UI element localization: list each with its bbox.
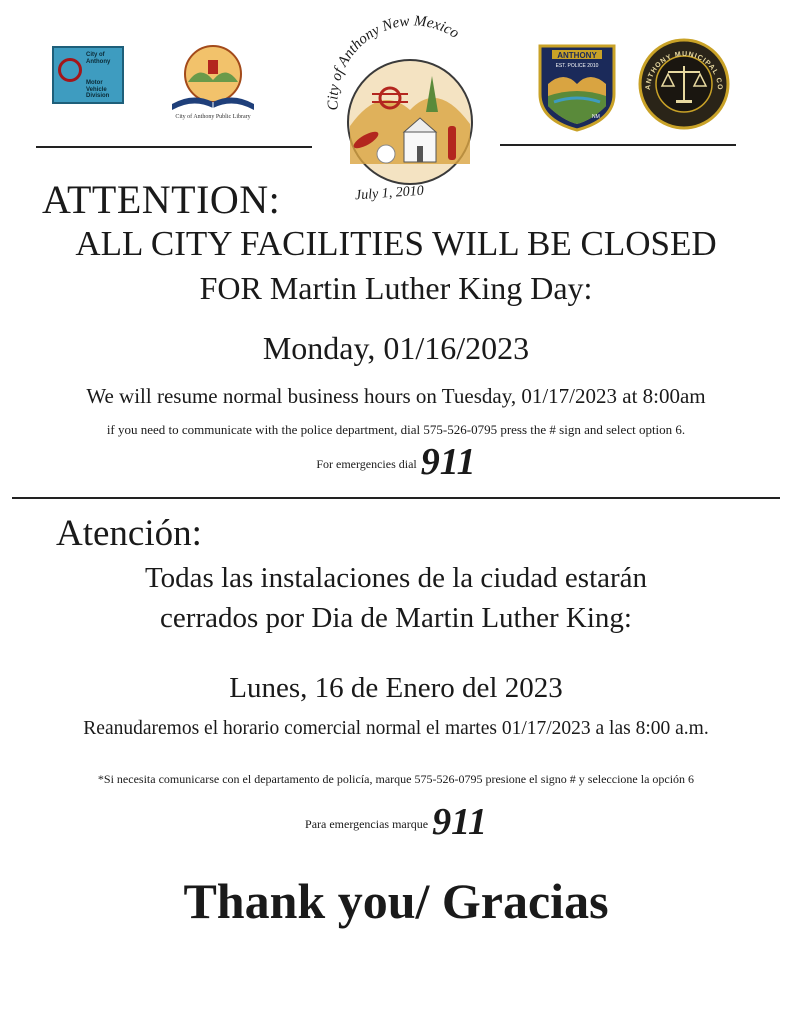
closed-date: Monday, 01/16/2023 xyxy=(262,330,530,366)
closed-announcement-line2: FOR Martin Luther King Day: xyxy=(199,270,593,306)
emergencias-label: Para emergencias marque xyxy=(305,817,429,831)
library-caption: City of Anthony Public Library xyxy=(175,114,251,120)
cerrados-announcement-line2: cerrados por Dia de Martin Luther King: xyxy=(160,602,632,634)
police-top-text: ANTHONY xyxy=(557,51,597,60)
emergency-row xyxy=(0,440,792,484)
attention-heading: ATTENTION: xyxy=(42,177,281,222)
court-arc-text: ANTHONY MUNICIPAL CO xyxy=(644,50,724,91)
mvd-subtitle: Motor Vehicle Division xyxy=(86,80,110,99)
police-badge xyxy=(536,40,618,132)
police-bottom-text: NM xyxy=(592,114,600,120)
resume-hours-line: We will resume normal business hours on Tuesday, 01/17/2023 at 8:00am xyxy=(86,384,706,408)
seal-arc-text: City of Anthony New Mexico xyxy=(325,14,462,111)
section-divider xyxy=(12,497,780,499)
mvd-logo xyxy=(52,46,124,104)
emergencias-row xyxy=(0,800,792,844)
cerrados-announcement-line1: Todas las instalaciones de la ciudad estarán xyxy=(144,562,648,594)
zia-sun-icon xyxy=(58,58,82,82)
library-logo xyxy=(158,42,268,126)
city-seal-icon xyxy=(320,14,500,210)
emergencias-number: 911 xyxy=(432,801,487,843)
city-seal xyxy=(320,14,500,210)
police-sub-text: EST. POLICE 2010 xyxy=(555,63,599,69)
policia-contact-line: *Si necesita comunicarse con el departamento de policía, marque 575-526-0795 presione el signo # y seleccione la opción 6 xyxy=(97,772,695,786)
mvd-title: City of Anthony xyxy=(86,52,111,65)
scales-of-justice-icon xyxy=(638,38,730,130)
emergency-label: For emergencies dial xyxy=(316,457,417,471)
reanudaremos-line: Reanudaremos el horario comercial normal el martes 01/17/2023 a las 8:00 a.m. xyxy=(83,718,709,739)
court-seal xyxy=(638,38,730,130)
seal-date: July 1, 2010 xyxy=(354,183,425,204)
top-rule-left xyxy=(36,146,312,148)
atencion-heading: Atención: xyxy=(56,513,202,554)
top-rule-right xyxy=(500,144,736,146)
closed-announcement-line1: ALL CITY FACILITIES WILL BE CLOSED xyxy=(75,224,717,263)
police-contact-line: if you need to communicate with the police department, dial 575-526-0795 press the # sign and select option 6. xyxy=(106,422,686,437)
library-book-icon xyxy=(158,42,268,114)
police-badge-icon xyxy=(536,40,618,132)
cerrado-date: Lunes, 16 de Enero del 2023 xyxy=(229,672,563,704)
emergency-number: 911 xyxy=(420,441,476,483)
thank-you-closing: Thank you/ Gracias xyxy=(183,873,609,929)
